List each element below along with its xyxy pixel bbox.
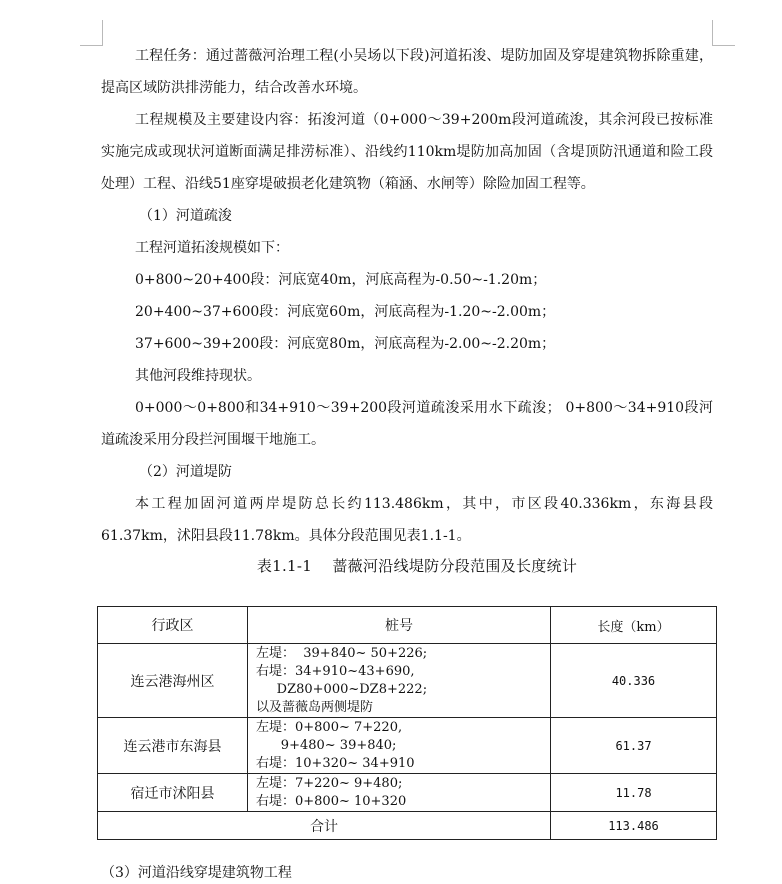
header-stake: 桩号 [248,607,551,644]
dike-segment-table [97,606,717,840]
stake-line: 左堤： 39+840~ 50+226; [256,645,428,661]
section-heading-crossing-structures: （3）河道沿线穿堤建筑物工程 [101,865,292,881]
paragraph-task: 工程任务：通过蔷薇河治理工程(小吴场以下段)河道拓浚、堤防加固及穿堤建筑物拆除重建，提高区域防洪排涝能力，结合改善水环境。 [101,48,713,96]
stake-line: DZ80+000~DZ8+222; [256,681,428,697]
stake-line: 左堤：0+800~ 7+220, [256,719,403,735]
stake-line: 9+480~ 39+840; [256,737,397,753]
cell-stake [248,718,551,774]
section-heading-dredging: （1）河道疏浚 [139,208,232,224]
stake-line: 右堤：10+320~ 34+910 [256,755,415,771]
table-header-row [98,607,717,644]
cell-length: 40.336 [551,644,717,718]
stake-line: 右堤：0+800~ 10+320 [256,793,407,809]
paragraph-dike-summary: 本工程加固河道两岸堤防总长约113.486km，其中，市区段40.336km，东海县段61.37km，沭阳县段11.78km。具体分段范围见表1.1-1。 [101,496,713,544]
cell-length: 61.37 [551,718,717,774]
table-row [98,774,717,812]
cell-stake [248,774,551,812]
paragraph-dredge-method: 0+000～0+800和34+910～39+200段河道疏浚采用水下疏浚； 0+800～34+910段河道疏浚采用分段拦河围堰干地施工。 [101,400,713,448]
cell-total-label: 合计 [98,812,551,840]
paragraph-dredge-line-1: 0+800~20+400段：河底宽40m，河底高程为-0.50~-1.20m； [135,272,547,288]
cell-region: 宿迁市沭阳县 [98,774,248,812]
page-corner-mark-top-left [80,20,103,46]
document-body [101,40,713,580]
section-heading-dikes: （2）河道堤防 [139,464,232,480]
paragraph-dredge-intro: 工程河道拓浚规模如下： [135,240,289,256]
cell-length: 11.78 [551,774,717,812]
cell-stake [248,644,551,718]
table-row [98,644,717,718]
header-length: 长度（km） [551,607,717,644]
cell-total-value: 113.486 [551,812,717,840]
cell-region: 连云港市东海县 [98,718,248,774]
paragraph-dredge-other: 其他河段维持现状。 [135,368,261,384]
table-row [98,718,717,774]
stake-line: 以及蔷薇岛两侧堤防 [256,699,374,715]
stake-line: 右堤：34+910~43+690, [256,663,415,679]
table-total-row [98,812,717,840]
paragraph-dredge-line-2: 20+400~37+600段：河底宽60m，河底高程为-1.20~-2.00m； [135,304,556,320]
paragraph-dredge-line-3: 37+600~39+200段：河底宽80m，河底高程为-2.00~-2.20m； [135,336,556,352]
cell-region: 连云港海州区 [98,644,248,718]
table-caption: 表1.1-1 蔷薇河沿线堤防分段范围及长度统计 [256,557,578,575]
paragraph-scope: 工程规模及主要建设内容：拓浚河道（0+000～39+200m段河道疏浚，其余河段已按标准实施完成或现状河道断面满足排涝标准）、沿线约110km堤防加高加固（含堤顶防汛通道和险工段处理）工程、沿线51座穿堤破损老化建筑物（箱涵、水闸等）除险加固工程等。 [101,112,713,192]
page-corner-mark-top-right [712,20,735,46]
stake-line: 左堤：7+220~ 9+480; [256,775,403,791]
header-region: 行政区 [98,607,248,644]
